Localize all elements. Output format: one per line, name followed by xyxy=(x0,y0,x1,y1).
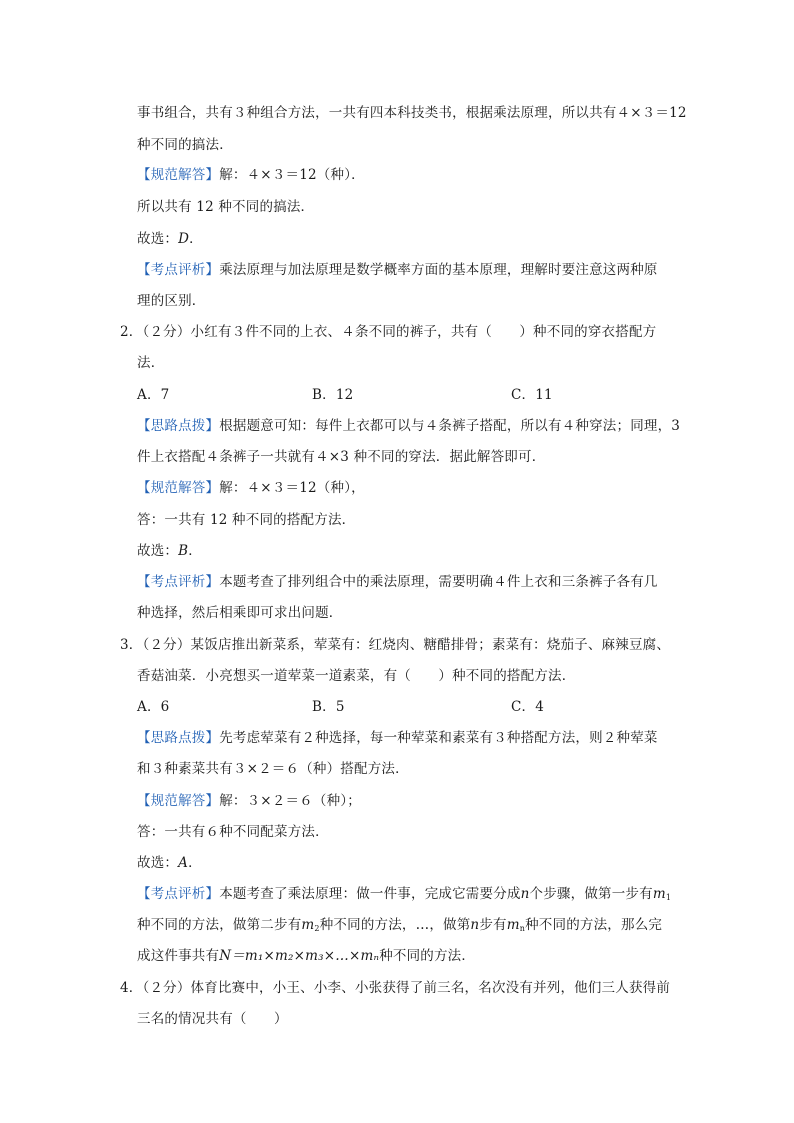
review-text: 乘法原理与加法原理是数学概率方面的基本原理，理解时要注意这两种原 xyxy=(219,262,658,278)
q2-stem-line-2: 法． xyxy=(137,355,165,371)
option-a[interactable]: A．7 xyxy=(137,387,170,403)
answer-prefix: 故选： xyxy=(137,231,179,247)
q3-stem xyxy=(120,636,670,654)
q1-thinking-line-2: 种不同的搞法． xyxy=(137,137,233,153)
q3-answer xyxy=(137,854,202,872)
review-text: 步有 xyxy=(479,917,507,933)
q4-stem xyxy=(120,979,670,997)
answer-value: B xyxy=(178,543,189,559)
question-number: 4． xyxy=(120,980,143,996)
review-text: 种不同的方法，…，做第 xyxy=(319,917,471,933)
math-var: m xyxy=(301,917,315,933)
review-text: 种不同的方法． xyxy=(379,948,476,964)
q3-stem-line-2: 香菇油菜．小亮想买一道荤菜一道素菜，有（ ）种不同的搭配方法． xyxy=(137,668,576,684)
review-text: 种不同的方法，那么完 xyxy=(525,917,663,933)
q1-solution xyxy=(137,166,365,184)
q3-review xyxy=(137,885,671,907)
review-text: 个步骤，做第一步有 xyxy=(529,886,653,902)
q3-options xyxy=(137,698,544,716)
solution-tag: 【规范解答】 xyxy=(137,480,220,496)
question-stem: （２分）某饭店推出新菜系，荤菜有：红烧肉、糖醋排骨；素菜有：烧茄子、麻辣豆腐、 xyxy=(142,637,671,653)
q1-solution-line-2: 所以共有 12 种不同的搞法． xyxy=(137,199,315,215)
question-stem: （２分）小红有３件不同的上衣、４条不同的裤子，共有（ ）种不同的穿衣搭配方 xyxy=(142,324,657,340)
math-subscript: 1 xyxy=(665,893,672,902)
q3-solution xyxy=(137,792,361,810)
q1-review xyxy=(137,261,658,279)
q1-review-line-2: 理的区别． xyxy=(137,293,206,309)
solution-text: 解：４×３＝12（种）， xyxy=(219,480,365,496)
solution-tag: 【规范解答】 xyxy=(137,167,220,183)
q3-thinking-line-2: 和３种素菜共有３×２＝６（种）搭配方法． xyxy=(137,761,409,777)
answer-prefix: 故选： xyxy=(137,855,179,871)
q3-review-line-2 xyxy=(137,916,662,938)
q3-thinking xyxy=(137,729,658,747)
solution-text: 解：３×２＝６（种）； xyxy=(219,793,361,809)
q2-options xyxy=(137,386,553,404)
q3-review-line-3 xyxy=(137,947,475,965)
math-var: m xyxy=(652,886,666,902)
option-c[interactable]: C．4 xyxy=(511,699,545,715)
review-tag: 【考点评析】 xyxy=(137,574,220,590)
question-stem: （２分）体育比赛中，小王、小李、小张获得了前三名，名次没有并列，他们三人获得前 xyxy=(142,980,671,996)
solution-text: 解：４×３＝12（种）． xyxy=(219,167,365,183)
question-number: 3． xyxy=(120,637,143,653)
q2-solution xyxy=(137,479,365,497)
review-text: 成这件事共有 xyxy=(137,948,220,964)
thinking-text: 先考虑荤菜有２种选择，每一种荤菜和素菜有３种搭配方法，则２种荤菜 xyxy=(219,730,658,746)
answer-suffix: ． xyxy=(188,855,202,871)
option-c[interactable]: C．11 xyxy=(511,387,553,403)
solution-tag: 【规范解答】 xyxy=(137,793,220,809)
q2-review xyxy=(137,573,658,591)
answer-prefix: 故选： xyxy=(137,543,179,559)
math-var: n xyxy=(470,917,480,933)
math-subscript: n xyxy=(519,924,526,933)
answer-value: A xyxy=(178,855,189,871)
q2-review-line-2: 种选择，然后相乘即可求出问题． xyxy=(137,605,343,621)
q1-thinking-line-1: 事书组合，共有３种组合方法，一共有四本科技类书，根据乘法原理，所以共有４×３＝12 xyxy=(137,105,687,121)
answer-suffix: ． xyxy=(189,231,203,247)
option-a[interactable]: A．6 xyxy=(137,699,170,715)
q2-thinking-line-2: 件上衣搭配４条裤子一共就有４×3 种不同的穿法．据此解答即可． xyxy=(137,449,546,465)
review-text: 本题考查了排列组合中的乘法原理，需要明确４件上衣和三条裤子各有几 xyxy=(219,574,658,590)
thinking-text: 根据题意可知：每件上衣都可以与４条裤子搭配，所以有４种穿法；同理，3 xyxy=(219,418,681,434)
review-tag: 【考点评析】 xyxy=(137,262,220,278)
answer-suffix: ． xyxy=(188,543,202,559)
thinking-tag: 【思路点拨】 xyxy=(137,730,220,746)
math-var: n xyxy=(520,886,530,902)
math-var: m xyxy=(506,917,520,933)
answer-value: D xyxy=(178,231,190,247)
q2-thinking xyxy=(137,417,680,435)
option-b[interactable]: B．12 xyxy=(312,387,354,403)
review-text: 本题考查了乘法原理：做一件事，完成它需要分成 xyxy=(219,886,521,902)
q2-solution-line-2: 答：一共有 12 种不同的搭配方法． xyxy=(137,512,356,528)
q1-answer xyxy=(137,230,203,248)
q2-answer xyxy=(137,542,202,560)
q2-stem xyxy=(120,323,656,341)
question-number: 2． xyxy=(120,324,143,340)
thinking-tag: 【思路点拨】 xyxy=(137,418,220,434)
math-subscript: 2 xyxy=(314,924,320,933)
q3-solution-line-2: 答：一共有６种不同配菜方法． xyxy=(137,824,329,840)
review-tag: 【考点评析】 xyxy=(137,886,220,902)
review-text: 种不同的方法，做第二步有 xyxy=(137,917,302,933)
option-b[interactable]: B．5 xyxy=(312,699,345,715)
math-formula: N＝m₁×m₂×m₃×…×mₙ xyxy=(219,948,380,964)
q4-stem-line-2: 三名的情况共有（ ） xyxy=(137,1011,288,1027)
